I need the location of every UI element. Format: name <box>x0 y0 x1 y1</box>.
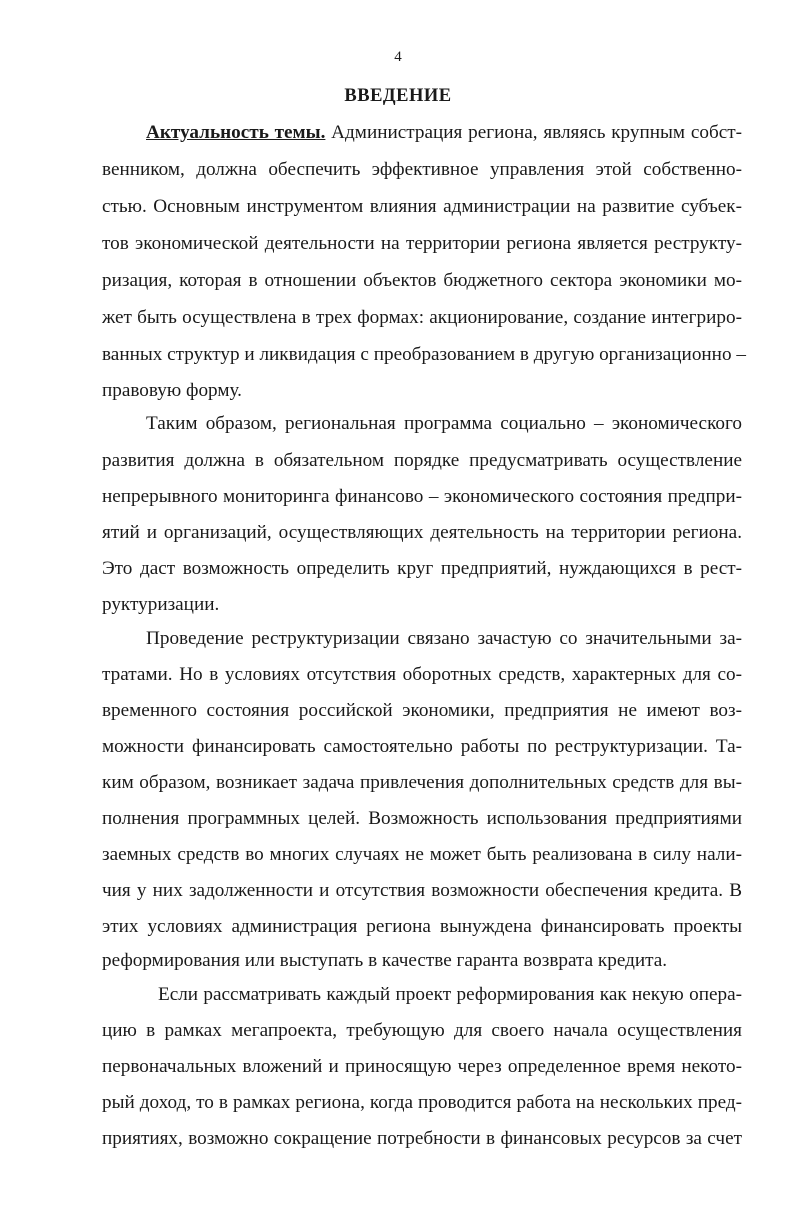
page-title: ВВЕДЕНИЕ <box>344 86 452 106</box>
text-line: жет быть осуществлена в трех формах: акционирование, создание интегриро- <box>102 307 742 328</box>
text-line: руктуризации. <box>102 594 220 615</box>
text-line: рый доход, то в рамках региона, когда проводится работа на нескольких пред- <box>102 1092 742 1113</box>
text-line: ванных структур и ликвидация с преобразованием в другую организационно – <box>102 344 746 365</box>
text-line: Это даст возможность определить круг предприятий, нуждающихся в рест- <box>102 558 742 579</box>
lead-term: Актуальность темы. <box>146 122 326 143</box>
text-line: заемных средств во многих случаях не может быть реализована в силу нали- <box>102 844 742 865</box>
page-number: 4 <box>394 49 402 65</box>
text-line: тов экономической деятельности на территории региона является реструкту- <box>102 233 742 254</box>
text-line: стью. Основным инструментом влияния администрации на развитие субъек- <box>102 196 742 217</box>
text-line: тратами. Но в условиях отсутствия оборотных средств, характерных для со- <box>102 664 742 685</box>
text-line: ким образом, возникает задача привлечения дополнительных средств для вы- <box>102 772 742 793</box>
text-line: первоначальных вложений и приносящую через определенное время некото- <box>102 1056 742 1077</box>
text-line: временного состояния российской экономики, предприятия не имеют воз- <box>102 700 742 721</box>
text-line <box>146 120 742 146</box>
text-line: ризация, которая в отношении объектов бюджетного сектора экономики мо- <box>102 270 742 291</box>
text-line: непрерывного мониторинга финансово – экономического состояния предпри- <box>102 486 742 507</box>
text-line: приятиях, возможно сокращение потребности в финансовых ресурсов за счет <box>102 1128 742 1149</box>
text-line: Если рассматривать каждый проект реформирования как некую опера- <box>158 984 742 1005</box>
text-line: этих условиях администрация региона вынуждена финансировать проекты <box>102 916 742 937</box>
text-line: реформирования или выступать в качестве гаранта возврата кредита. <box>102 950 668 971</box>
text-line: цию в рамках мегапроекта, требующую для своего начала осуществления <box>102 1020 742 1041</box>
text-line: ятий и организаций, осуществляющих деятельность на территории региона. <box>102 522 742 543</box>
text-line: чия у них задолженности и отсутствия возможности обеспечения кредита. В <box>102 880 742 901</box>
text-line: правовую форму. <box>102 380 242 401</box>
text-line: развития должна в обязательном порядке предусматривать осуществление <box>102 450 742 471</box>
text-line-content: Администрация региона, являясь крупным собст- <box>325 122 742 143</box>
text-line: полнения программных целей. Возможность использования предприятиями <box>102 808 742 829</box>
text-line: венником, должна обеспечить эффективное управления этой собственно- <box>102 159 742 180</box>
text-line: Таким образом, региональная программа социально – экономического <box>146 413 742 434</box>
text-line: можности финансировать самостоятельно работы по реструктуризации. Та- <box>102 736 742 757</box>
text-line: Проведение реструктуризации связано зачастую со значительными за- <box>146 628 742 649</box>
